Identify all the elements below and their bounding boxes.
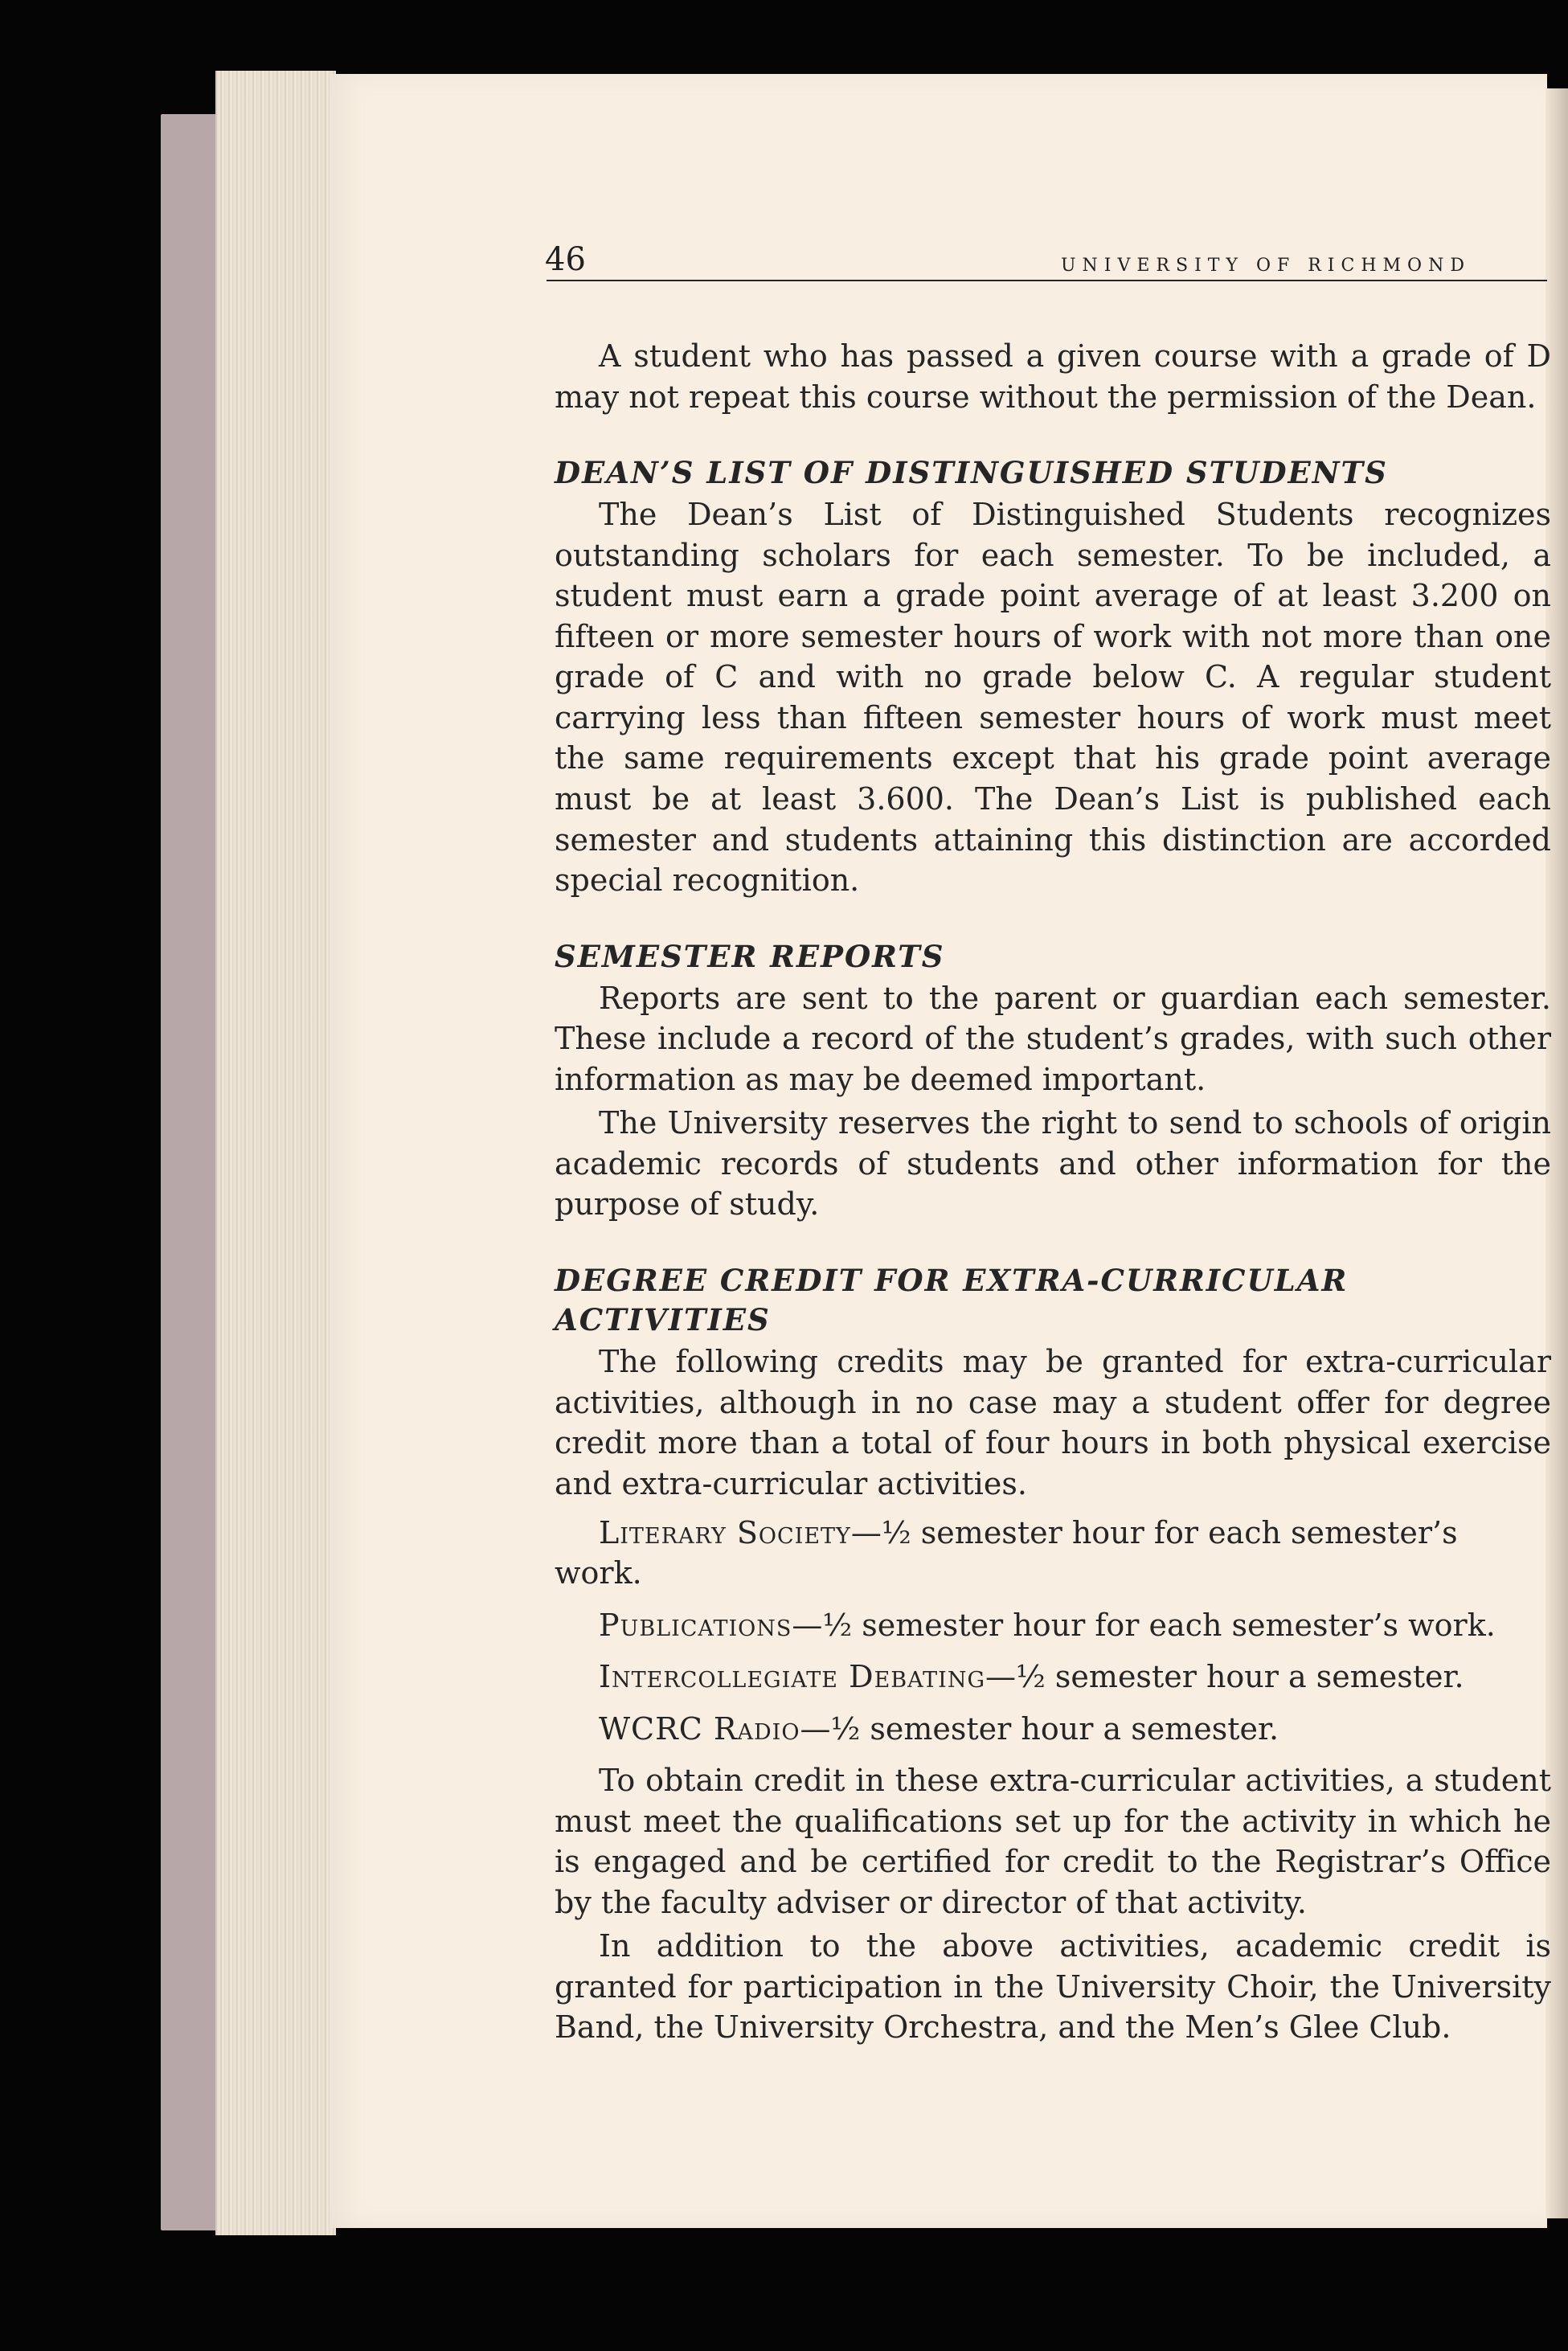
credit-text: —½ semester hour for each semester’s work. (555, 1514, 1458, 1591)
section-heading-deans-list: DEAN’S LIST OF DISTINGUISHED STUDENTS (555, 455, 1388, 491)
section-heading-semester-reports: SEMESTER REPORTS (555, 938, 945, 974)
credit-label: Intercollegiate Debating (599, 1659, 986, 1695)
credit-label: Publications (599, 1607, 792, 1643)
credit-item-intercollegiate-debating (555, 1657, 1551, 1698)
page-edges (215, 71, 336, 2235)
header-rule (547, 280, 1547, 281)
credit-requirements-paragraph: To obtain credit in these extra-curricular activities, a student must meet the qualifications set up for the activity in which he is engaged and be certified for credit to the Registrar’s Office by the faculty adviser or director of that activity. (555, 1763, 1551, 1920)
credit-item-literary-society (555, 1513, 1551, 1594)
intro-paragraph: A student who has passed a given course with a grade of D may not repeat this course without the permission of the Dean. (555, 338, 1551, 415)
degree-credit-paragraph: The following credits may be granted for extra-curricular activities, although in no case may a student offer for degree credit more than a total of four hours in both physical exercise and extra-curricular activities. (555, 1344, 1551, 1501)
credit-text: —½ semester hour a semester. (985, 1659, 1464, 1695)
credit-label: WCRC Radio (599, 1710, 800, 1747)
credit-text: —½ semester hour a semester. (800, 1710, 1279, 1747)
section-heading-degree-credit: DEGREE CREDIT FOR EXTRA-CURRICULAR ACTIVITIES (555, 1262, 1349, 1338)
credit-item-publications (555, 1605, 1551, 1646)
credit-label: Literary Society (599, 1514, 851, 1550)
page-header (545, 241, 1550, 297)
academic-credit-paragraph: In addition to the above activities, academic credit is granted for participation in the University Choir, the University Band, the University Orchestra, and the Men’s Glee Club. (555, 1928, 1551, 2046)
running-head: UNIVERSITY OF RICHMOND (1061, 256, 1471, 276)
semester-reports-paragraph-2: The University reserves the right to send to schools of origin academic records of students and other information for the purpose of study. (555, 1105, 1551, 1223)
credit-item-wcrc-radio (555, 1709, 1551, 1750)
deans-list-paragraph: The Dean’s List of Distinguished Students recognizes outstanding scholars for each semester. To be included, a student must earn a grade point average of at least 3.200 on fifteen or more semester hours of work with not more than one grade of C and with no grade below C. A regular student carrying less than fifteen semester hours of work must meet the same requirements except that his grade point average must be at least 3.600. The Dean’s List is published each semester and students attaining this distinction are accorded special recognition. (555, 497, 1551, 899)
page-content (555, 336, 1551, 2051)
credit-text: —½ semester hour for each semester’s work. (792, 1607, 1496, 1643)
semester-reports-paragraph-1: Reports are sent to the parent or guardian each semester. These include a record of the student’s grades, with such other information as may be deemed important. (555, 980, 1551, 1097)
page-number: 46 (545, 241, 586, 278)
